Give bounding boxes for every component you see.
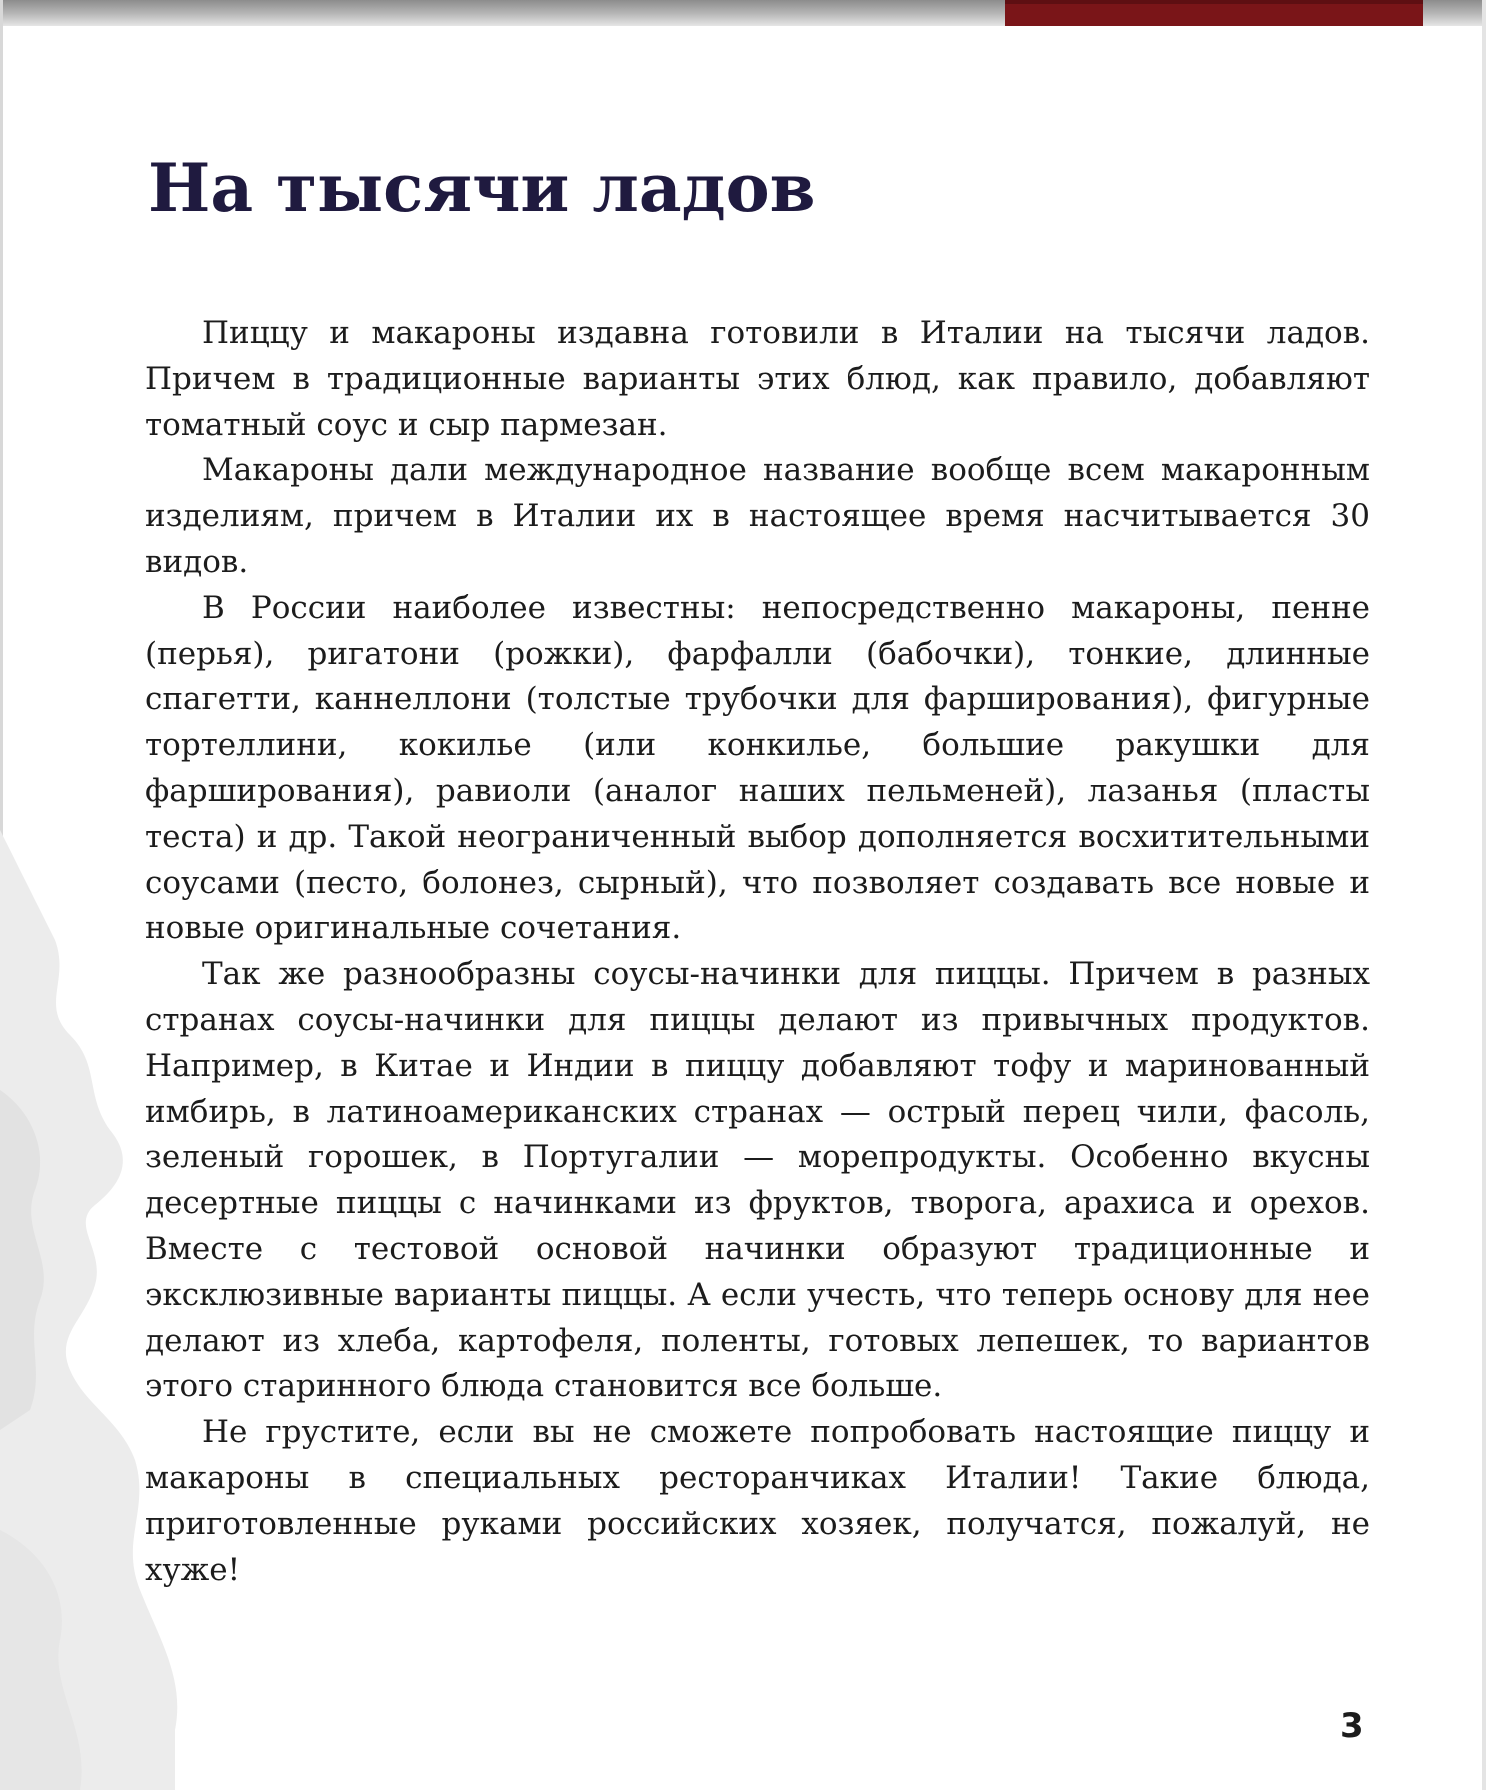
top-color-band [1005,0,1423,28]
paragraph-1: Пиццу и макароны издавна готовили в Италии на тысячи ладов. Причем в традиционные варианты этих блюд, как правило, добавляют томатный соус и сыр пармезан. [145,315,1370,443]
page-number: 3 [1340,1706,1364,1746]
page-title: На тысячи ладов [148,149,816,227]
top-color-band-shape [1005,0,1423,28]
paragraph-3: В России наиболее известны: непосредственно макароны, пенне (перья), ригатони (рожки), фарфалли (бабочки), тонкие, длинные спагетти, каннеллони (толстые трубочки для фарширования), фигурные тортеллини, кокилье (или конкилье, большие ракушки для фарширования), равиоли (аналог наших пельменей), лазанья (пласты теста) и др. Такой неограниченный выбор дополняется восхитительными соусами (песто, болонез, сырный), что позволяет создавать все новые и новые оригинальные сочетания. [145,589,1370,947]
right-scan-edge [1482,0,1486,1790]
article-body [145,311,1370,1593]
paragraph-5: Не грустите, если вы не сможете попробовать настоящие пиццу и макароны в специальных ресторанчиках Италии! Такие блюда, приготовленные руками российских хозяек, получатся, пожалуй, не хуже! [145,1414,1370,1588]
paragraph-2: Макароны дали международное название вообще всем макаронным изделиям, причем в Италии их в настоящее время насчитывается 30 видов. [145,452,1370,580]
paragraph-4: Так же разнообразны соусы-начинки для пиццы. Причем в разных странах соусы-начинки для пиццы делают из привычных продуктов. Например, в Китае и Индии в пиццу добавляют тофу и маринованный имбирь, в латиноамериканских странах — острый перец чили, фасоль, зеленый горошек, в Португалии — морепродукты. Особенно вкусны десертные пиццы с начинками из фруктов, творога, арахиса и орехов. Вместе с тестовой основой начинки образуют традиционные и эксклюзивные варианты пиццы. А если учесть, что теперь основу для нее делают из хлеба, картофеля, поленты, готовых лепешек, то вариантов этого старинного блюда становится все больше. [145,956,1370,1405]
